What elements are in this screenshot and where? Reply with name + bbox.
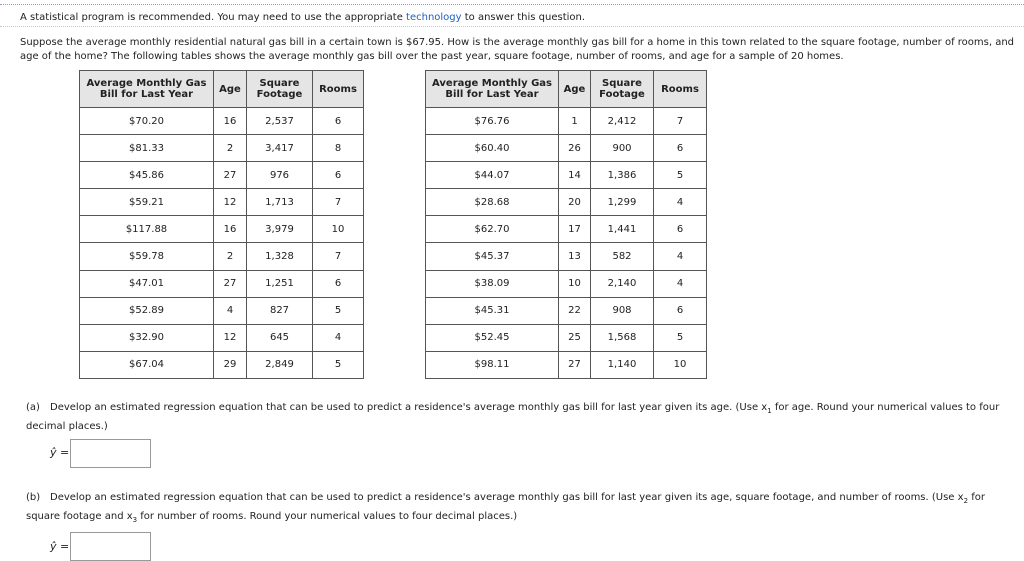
cell-bill: $28.68: [426, 189, 559, 216]
table-body-left: [80, 108, 364, 379]
intro-text: [20, 12, 585, 23]
cell-rooms: 7: [313, 189, 364, 216]
cell-age: 22: [559, 297, 591, 324]
table-row: [426, 351, 707, 378]
cell-bill: $44.07: [426, 162, 559, 189]
cell-sqft: 900: [591, 135, 654, 162]
cell-bill: $98.11: [426, 351, 559, 378]
cell-sqft: 1,713: [247, 189, 313, 216]
table-row: [80, 324, 364, 351]
header-rooms: Rooms: [654, 71, 707, 108]
table-row: [80, 162, 364, 189]
cell-sqft: 827: [247, 297, 313, 324]
cell-bill: $81.33: [80, 135, 214, 162]
answer-a-input[interactable]: [70, 439, 151, 468]
cell-sqft: 976: [247, 162, 313, 189]
table-row: [426, 108, 707, 135]
cell-bill: $76.76: [426, 108, 559, 135]
cell-sqft: 3,979: [247, 216, 313, 243]
table-header-row: [80, 71, 364, 108]
cell-bill: $59.78: [80, 243, 214, 270]
cell-bill: $52.45: [426, 324, 559, 351]
question-a-text1: Develop an estimated regression equation that can be used to predict a residence's average monthly gas bill for last year given its age. (Use x: [50, 402, 768, 413]
technology-link[interactable]: technology: [406, 12, 462, 23]
cell-rooms: 4: [654, 189, 707, 216]
table-row: [426, 189, 707, 216]
table-row: [80, 216, 364, 243]
cell-sqft: 1,140: [591, 351, 654, 378]
cell-sqft: 1,328: [247, 243, 313, 270]
table-row: [80, 189, 364, 216]
header-bill: Average Monthly Gas Bill for Last Year: [80, 71, 214, 108]
cell-age: 20: [559, 189, 591, 216]
table-row: [80, 297, 364, 324]
question-b-text1: Develop an estimated regression equation that can be used to predict a residence's average monthly gas bill for last year given its age, square footage, and number of rooms. (Use x: [50, 492, 964, 503]
cell-bill: $117.88: [80, 216, 214, 243]
data-table-right: [425, 70, 707, 379]
cell-rooms: 10: [313, 216, 364, 243]
header-bill: Average Monthly Gas Bill for Last Year: [426, 71, 559, 108]
header-sqft: Square Footage: [247, 71, 313, 108]
cell-bill: $45.31: [426, 297, 559, 324]
cell-rooms: 6: [654, 135, 707, 162]
table-header-row: [426, 71, 707, 108]
cell-age: 25: [559, 324, 591, 351]
question-b-sub2: 3: [132, 516, 138, 524]
cell-sqft: 2,537: [247, 108, 313, 135]
cell-sqft: 3,417: [247, 135, 313, 162]
table-row: [426, 324, 707, 351]
cell-sqft: 1,568: [591, 324, 654, 351]
question-b-label: (b): [26, 492, 41, 503]
header-age: Age: [559, 71, 591, 108]
cell-rooms: 10: [654, 351, 707, 378]
cell-rooms: 6: [313, 270, 364, 297]
cell-bill: $38.09: [426, 270, 559, 297]
cell-bill: $62.70: [426, 216, 559, 243]
data-table-left: [79, 70, 364, 379]
cell-rooms: 6: [313, 162, 364, 189]
header-rooms: Rooms: [313, 71, 364, 108]
table-row: [426, 162, 707, 189]
cell-rooms: 7: [313, 243, 364, 270]
cell-sqft: 1,251: [247, 270, 313, 297]
table-row: [426, 270, 707, 297]
problem-statement: Suppose the average monthly residential natural gas bill in a certain town is $67.95. How is the average monthly gas bill for a home in this town related to the square footage, number of rooms, and age of the home? The following tables shows the average monthly gas bill over the past year, square footage, number of rooms, and age for a sample of 20 homes.: [20, 37, 1015, 62]
intro-before: A statistical program is recommended. You may need to use the appropriate: [20, 12, 407, 23]
header-age: Age: [214, 71, 247, 108]
question-a-label: (a): [26, 402, 40, 413]
cell-sqft: 645: [247, 324, 313, 351]
cell-age: 26: [559, 135, 591, 162]
cell-rooms: 4: [313, 324, 364, 351]
top-divider: [0, 4, 1024, 5]
intro-after: to answer this question.: [461, 12, 586, 23]
question-b-text2: for square footage and x: [26, 492, 985, 522]
question-a-sub1: 1: [767, 407, 772, 415]
cell-sqft: 908: [591, 297, 654, 324]
cell-age: 29: [214, 351, 247, 378]
cell-bill: $45.86: [80, 162, 214, 189]
cell-rooms: 7: [654, 108, 707, 135]
cell-age: 10: [559, 270, 591, 297]
cell-sqft: 1,299: [591, 189, 654, 216]
cell-sqft: 2,140: [591, 270, 654, 297]
cell-age: 2: [214, 243, 247, 270]
cell-rooms: 5: [313, 297, 364, 324]
table-row: [426, 297, 707, 324]
cell-age: 16: [214, 108, 247, 135]
question-b-sub1: 2: [963, 497, 969, 505]
cell-rooms: 4: [654, 243, 707, 270]
cell-rooms: 6: [313, 108, 364, 135]
cell-rooms: 5: [654, 324, 707, 351]
question-b: [26, 490, 1018, 528]
cell-bill: $52.89: [80, 297, 214, 324]
cell-bill: $60.40: [426, 135, 559, 162]
cell-bill: $47.01: [80, 270, 214, 297]
cell-age: 1: [559, 108, 591, 135]
cell-bill: $70.20: [80, 108, 214, 135]
cell-age: 27: [559, 351, 591, 378]
table-row: [426, 243, 707, 270]
cell-rooms: 6: [654, 216, 707, 243]
cell-age: 2: [214, 135, 247, 162]
cell-rooms: 5: [654, 162, 707, 189]
cell-rooms: 6: [654, 297, 707, 324]
cell-age: 27: [214, 270, 247, 297]
cell-age: 4: [214, 297, 247, 324]
table-row: [80, 108, 364, 135]
cell-bill: $45.37: [426, 243, 559, 270]
intro-divider: [0, 26, 1024, 27]
question-a-text2: for age. Round your numerical values to four decimal places.): [26, 402, 1000, 432]
cell-age: 27: [214, 162, 247, 189]
cell-bill: $67.04: [80, 351, 214, 378]
cell-rooms: 8: [313, 135, 364, 162]
cell-age: 12: [214, 189, 247, 216]
cell-rooms: 5: [313, 351, 364, 378]
table-row: [426, 135, 707, 162]
table-row: [80, 135, 364, 162]
cell-age: 17: [559, 216, 591, 243]
cell-bill: $59.21: [80, 189, 214, 216]
question-b-text3: for number of rooms. Round your numerical values to four decimal places.): [137, 511, 518, 522]
table-body-right: [426, 108, 707, 379]
cell-rooms: 4: [654, 270, 707, 297]
table-row: [80, 351, 364, 378]
table-row: [426, 216, 707, 243]
cell-sqft: 582: [591, 243, 654, 270]
cell-age: 12: [214, 324, 247, 351]
cell-sqft: 2,412: [591, 108, 654, 135]
cell-age: 16: [214, 216, 247, 243]
cell-sqft: 1,386: [591, 162, 654, 189]
table-row: [80, 270, 364, 297]
answer-b-label: ŷ =: [50, 540, 70, 553]
question-a: [26, 400, 1018, 435]
cell-bill: $32.90: [80, 324, 214, 351]
cell-sqft: 1,441: [591, 216, 654, 243]
table-row: [80, 243, 364, 270]
header-sqft: Square Footage: [591, 71, 654, 108]
cell-sqft: 2,849: [247, 351, 313, 378]
cell-age: 14: [559, 162, 591, 189]
cell-age: 13: [559, 243, 591, 270]
answer-a-label: ŷ =: [50, 446, 70, 459]
